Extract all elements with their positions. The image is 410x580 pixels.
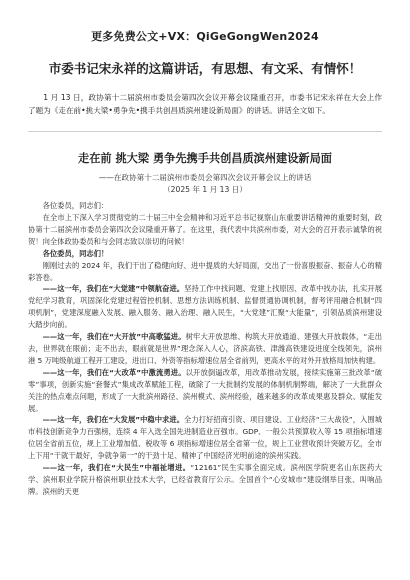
- salutation: 各位委员，同志们：: [42, 201, 109, 210]
- paragraph-text: “12161”民生实事全面完成。滨州医学院更名山东医药大学、滨州职业学院升格滨州职业技术大学，已经省教育厅公示。全国首个“心安城市”建设纲举目张、叫响品牌。滨州的天更: [28, 463, 382, 496]
- paragraph-text: 以开放倒逼改革，用改革推动发展，接续实施第三批改革“破零”事项，创新实施“套餐式”集成改革赋能工程，破除了一大批制约发展的体制机制弊端，解决了一大批群众关注的热点难点问题，形成了一大批滨州路径、滨州模式、滨州经验，越来越多的改革成果惠及群众、赋能发展。: [28, 367, 383, 413]
- speech-paragraph: [28, 260, 382, 284]
- section-divider: [28, 131, 382, 132]
- paragraph-lead: ——这一年，我们在“大开放”中高歌猛进。: [42, 332, 186, 342]
- speech-paragraph: [28, 212, 382, 248]
- speech-title: 走在前 挑大梁 勇争先携手共创昌质滨州建设新局面: [78, 152, 332, 165]
- speech-subtitle: ——在政协第十二届滨州市委员会第四次会议开幕会议上的讲话: [98, 173, 312, 182]
- paragraph-lead: ——这一年，我们在“大发展”中稳中求进。: [42, 415, 185, 425]
- paragraph-text: 在全市上下深入学习贯彻党的二十届三中全会精神和习近平总书记视察山东重要讲话精神的重要时刻，政协第十二届滨州市委员会第四次会议隆重开幕了。在这里，我代表中共滨州市委，对大会的召开表示诚挚的祝贺！向全体政协委员和与会同志致以崇切的问候！: [28, 213, 382, 246]
- paragraph-lead: ——这一年，我们在“大觉建”中领航奋进。: [42, 284, 185, 294]
- paragraph-text: 树牢大开放思维、构筑大开放通道、建强大开放载体，“走出去，世界就在眼前；走不出去，眼前就是世界”理念深入人心，济滨高铁、津潍高铁建设进度全线领先，滨州港 5 万吨级航道工程开工建设，进出口、外资等指标增速位居全省前列，更高水平的对外开放格局加快构建。: [28, 332, 383, 365]
- speech-paragraph: [28, 462, 382, 498]
- paragraph-text: 坚持工作中找问题、党建上找原因、改革中找办法，扎实开展党纪学习教育，巩固深化党建过程管控机制、思想方法训练机制、监督贯通协调机制，督考评用融合机制“四项机制”，党建深度融入发展、融入服务、融入治理、融入民生，“大党建”汇聚“大能量”，引领品质滨州建设大踏步向前。: [28, 284, 383, 330]
- paragraph-lead: ——这一年，我们在“大改革”中激流勇进。: [42, 367, 186, 377]
- watermark-banner: 更多免费公文+VX：QiGeGongWen2024: [91, 30, 319, 43]
- paragraph-lead: ——这一年，我们在“大民生”中福祉增进。: [42, 463, 191, 473]
- speech-paragraph: [28, 283, 382, 331]
- speech-paragraph: [28, 367, 382, 415]
- speech-date: （2025 年 1 月 13 日）: [163, 185, 247, 194]
- speech-paragraph: [28, 331, 382, 367]
- intro-paragraph: 1 月 13 日，政协第十二届滨州市委员会第四次会议开幕会议隆重召开，市委书记宋永祥在大会上作了题为《走在前•挑大梁•勇争先•携手共创昌质滨州建设新局面》的讲话。讲话全文如下。: [28, 93, 382, 115]
- page-headline: 市委书记宋永祥的这篇讲话，有思想、有文采、有情怀！: [48, 61, 362, 76]
- speech-body: [28, 212, 382, 498]
- paragraph-text: 刚刚过去的 2024 年，我们干出了稳健向好、进中提质的大好局面，交出了一份喜殷振奋、振奋人心的精彩答卷。: [28, 260, 382, 282]
- speech-paragraph: [28, 414, 382, 462]
- speech-paragraph: [28, 248, 382, 260]
- paragraph-text: 全力打好招商引资、项目建设、工业经济“三大战役”，入围城市科技创新竞争力百强榜，连续 4 年入选全国先进制造业百强市。GDP、一般公共预算收入等 15 项指标增速位居全省前五位，规上工业增加值、税收等 6 项指标增速位居全省第一位，规上工业营收预计突破万亿，全市上下用“干就干最好，争就争第一”的干劲十足、精神了中国经济光明前途的滨州实践。: [28, 415, 383, 461]
- paragraph-lead: 各位委员，同志们！: [42, 248, 109, 258]
